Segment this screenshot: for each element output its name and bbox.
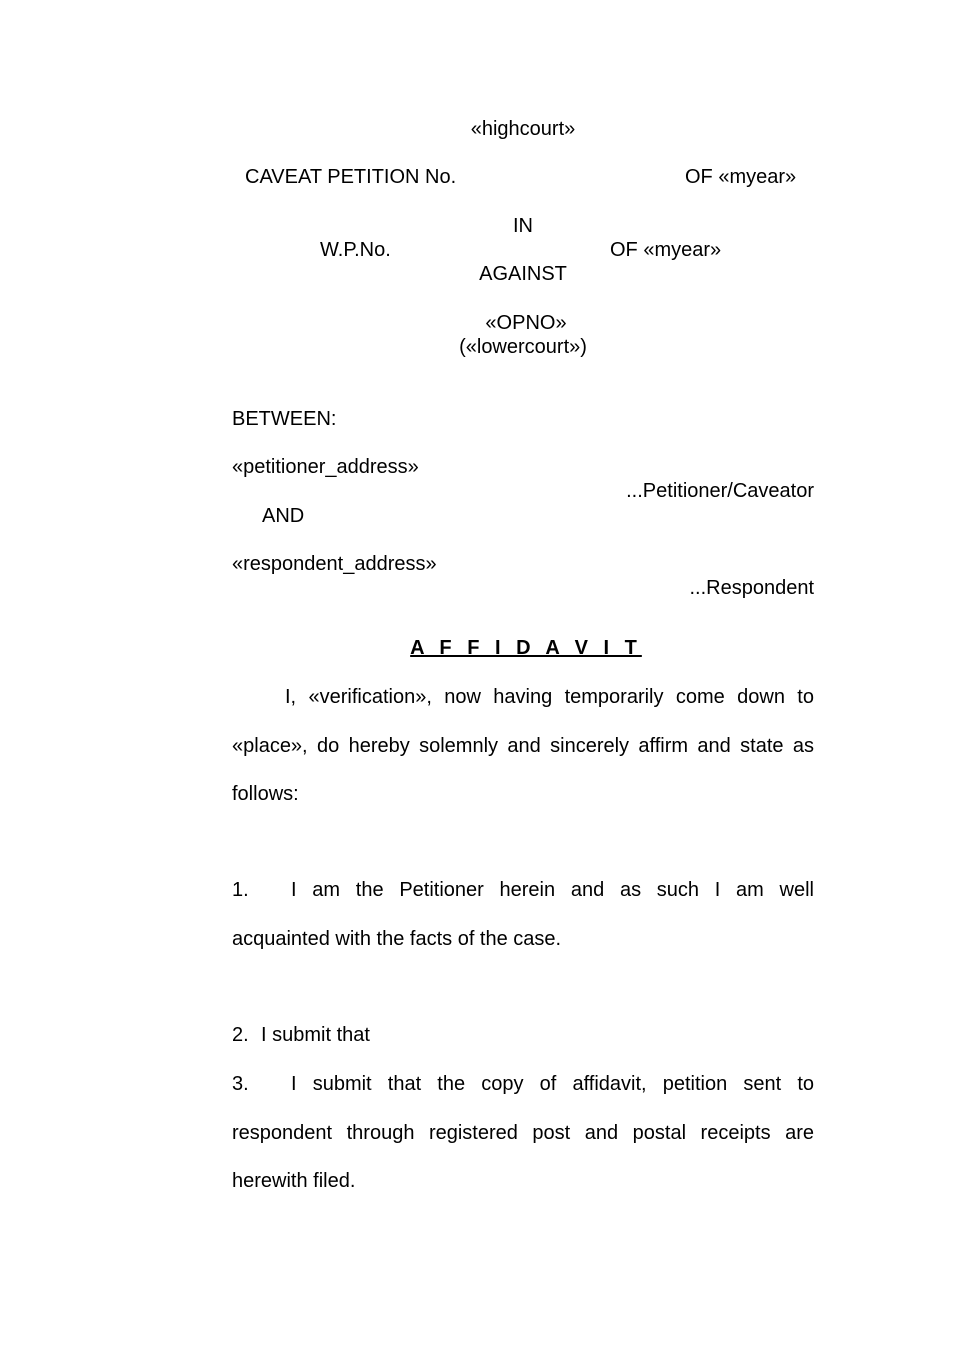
between-label: BETWEEN: [232, 408, 337, 430]
wp-number-label: W.P.No. [320, 239, 391, 261]
item-number: 1. [232, 879, 249, 901]
affidavit-item-3 [232, 1060, 814, 1206]
item-text: I submit that the copy of affidavit, petition sent to respondent through registered post and postal receipts are herewith filed. [232, 1073, 814, 1192]
item-text: I submit that [261, 1024, 370, 1046]
item-text: I am the Petitioner herein and as such I am well acquainted with the facts of the case. [232, 879, 814, 950]
op-number: «OPNO» [485, 312, 567, 334]
item-number: 2. [232, 1024, 249, 1046]
respondent-role: ...Respondent [689, 577, 814, 599]
court-name: «highcourt» [470, 118, 576, 140]
wp-year: OF «myear» [610, 239, 722, 261]
against-label: AGAINST [479, 263, 567, 285]
affidavit-item-2 [232, 1011, 814, 1060]
item-number: 3. [232, 1073, 249, 1095]
caveat-petition-label: CAVEAT PETITION No. [245, 166, 457, 188]
lower-court: («lowercourt») [459, 336, 587, 358]
petitioner-role: ...Petitioner/Caveator [626, 480, 814, 502]
and-label: AND [262, 505, 305, 527]
in-label: IN [513, 215, 533, 237]
petitioner-address: «petitioner_address» [232, 456, 419, 478]
affidavit-item-1 [232, 866, 814, 963]
respondent-address: «respondent_address» [232, 553, 437, 575]
caveat-petition-year: OF «myear» [685, 166, 797, 188]
affidavit-intro: I, «verification», now having temporarily come down to «place», do hereby solemnly and sincerely affirm and state as follows: [232, 686, 814, 805]
affidavit-title: A F F I D A V I T [410, 637, 642, 659]
